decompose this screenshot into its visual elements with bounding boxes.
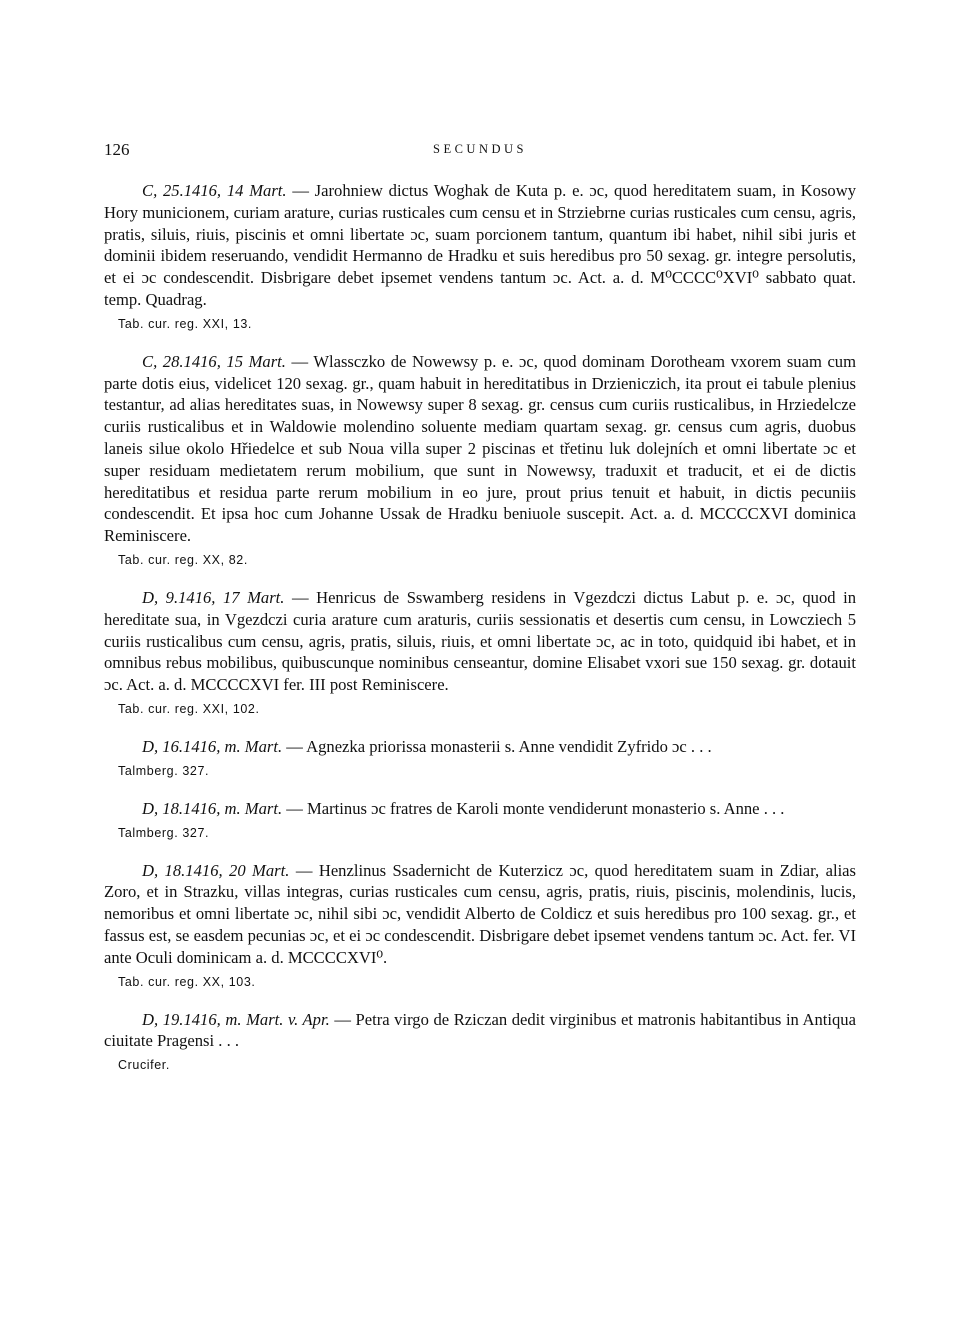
entry-1 [104, 180, 856, 331]
entry-siglum: C, 25. [142, 181, 184, 200]
entry-source: Tab. cur. reg. XXI, 13. [118, 316, 253, 331]
entry-6 [104, 860, 856, 989]
entry-body [104, 736, 856, 758]
entry-body [104, 351, 856, 547]
entry-date: 1416, 17 Mart. [178, 587, 285, 607]
entry-text: — Henricus de Sswamberg residens in Vgezdczi dictus Labut p. e. ɔc, quod in hereditate sua, in Vgezdczi curia arature cum araturis, curiis sessionatis et desertis cum censu, in Lowcziech 5 curiis rusticalibus cum censu, agris, pratis, siluis, riuis, et omni libertate ɔc, ac in toto, quidquid ibi habet, et in omnibus rebus mobilibus, quibuscunque nominibus censeantur, domine Elisabet vxori sue 150 sexag. gr. dotauit ɔc. Act. a. d. MCCCCXVI fer. III post Reminiscere. [104, 587, 856, 695]
entry-siglum: D, 18. [142, 860, 186, 880]
entry-text: — Jarohniew dictus Woghak de Kuta p. e. ɔc, quod hereditatem suam, in Kosowy Hory municionem, curiam arature, curias rusticales cum censu et in Strziebrne curias rusticales cum censu, agris, pratis, siluis, riuis, piscinis et omni libertate ɔc, suam porcionem tantum, quantum ibi habet, nihil sibi juris et dominii ibidem reseruando, vendidit Hermanno de Hradku et suis heredibus pro 50 sexag. gr. integre persolutis, et ei ɔc condescendit. Disbrigare debet ipsemet vendens tantum ɔc. Act. a. d. M⁰CCCC⁰XVI⁰ sabbato quat. temp. Quadrag. [104, 181, 856, 309]
entry-date: 1416, 14 Mart. [183, 181, 287, 200]
entry-body [104, 587, 856, 696]
entry-date: 1416, m. Mart. [183, 798, 283, 818]
entry-3 [104, 587, 856, 716]
entry-source: Tab. cur. reg. XX, 82. [118, 552, 248, 567]
entry-source: Tab. cur. reg. XX, 103. [118, 974, 256, 989]
entry-date: 1416, m. Mart. [183, 736, 283, 756]
entry-date: 1416, m. Mart. v. Apr. [183, 1009, 330, 1029]
entry-date: 1416, 20 Mart. [185, 860, 290, 880]
entry-body [104, 860, 856, 969]
entry-source: Talmberg. 327. [118, 763, 210, 778]
entry-siglum: D, 16. [142, 736, 184, 756]
entry-source: Crucifer. [118, 1058, 170, 1073]
entry-text: — Martinus ɔc fratres de Karoli monte vendiderunt monasterio s. Anne . . . [282, 798, 785, 818]
entry-body [104, 1009, 856, 1053]
entry-text: — Petra virgo de Rziczan dedit virginibus et matronis habitantibus in Antiqua ciuitate Pragensi . . . [104, 1009, 856, 1051]
running-head: SECUNDUS [433, 142, 527, 156]
entry-7 [104, 1009, 856, 1073]
entry-siglum: D, 19. [142, 1009, 184, 1029]
entry-text: — Agnezka priorissa monasterii s. Anne vendidit Zyfrido ɔc . . . [282, 736, 712, 756]
entry-2 [104, 351, 856, 567]
page-number: 126 [104, 140, 130, 159]
entry-date: 1416, 15 Mart. [183, 351, 286, 371]
entry-source: Tab. cur. reg. XXI, 102. [118, 701, 260, 716]
entry-5 [104, 798, 856, 840]
entries-list [104, 180, 856, 1092]
page-header [104, 140, 856, 164]
entry-text: — Henzlinus Ssadernicht de Kuterzicz ɔc, quod hereditatem suam in Zdiar, alias Zoro, et in Strazku, villas integras, curias rusticales cum censu, agris, pratis, riuis, piscinis, molendinis, lucis, nemoribus et omni libertate ɔc, nihil sibi ɔc, vendidit Alberto de Coldicz et suis heredibus pro 100 sexag. gr., et fassus est, se easdem pecunias ɔc, et ei ɔc condescendit. Disbrigare debet ipsemet vendens tantum ɔc. Act. fer. VI ante Oculi dominicam a. d. MCCCCXVI⁰. [104, 860, 857, 967]
entry-text: — Wlassczko de Nowewsy p. e. ɔc, quod dominam Dorotheam vxorem suam cum parte dotis eius, videlicet 120 sexag. gr., quam habuit in hereditatibus in Drzieniczich, ita prout ei tabule plenius testantur, ad alias hereditates suas, in Nowewsy super 8 sexag. gr. census cum curiis rusticalibus, in Hrziedelcze curiis rusticalibus et in Waldowie molendino soluente mediam quartam sexag. gr. census cum agris, duobus laneis silue okolo Hřiedelce et sub Noua villa super 2 piscinas et třetinu luk dolejních et omni libertate ɔc et super residuam medietatem rerum mobilium, que sunt in Nowewsy, traduxit et traducit, et ei de dictis hereditatibus et residua parte rerum mobilium in eo jure, prout prius tenuit et habuit, in dictis pecuniis condescendit. Et ipsa hoc cum Johanne Ussak de Hradku beniuole suscepit. Act. a. d. MCCCCXVI dominica Reminiscere. [104, 351, 857, 546]
entry-siglum: D, 18. [142, 798, 184, 818]
entry-source: Talmberg. 327. [118, 825, 210, 840]
entry-4 [104, 736, 856, 778]
entry-siglum: C, 28. [142, 351, 184, 371]
entry-siglum: D, 9. [142, 587, 179, 607]
entry-body [104, 798, 856, 820]
entry-body [104, 180, 856, 311]
